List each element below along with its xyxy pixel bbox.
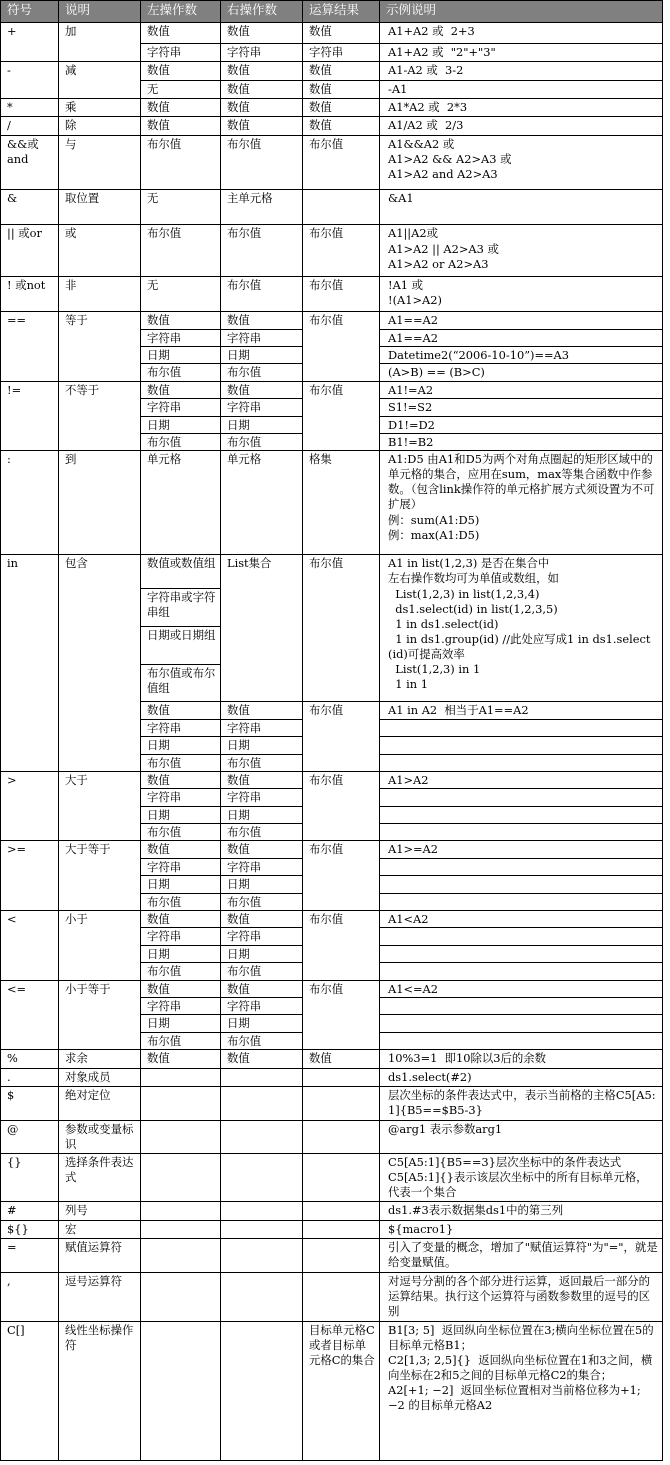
left-operand: 布尔值 [141, 754, 221, 771]
table-row [1, 451, 663, 555]
left-operand: 字符串 [141, 719, 221, 736]
right-operand: 数值 [221, 80, 303, 98]
operator-description: 取位置 [59, 189, 141, 225]
operator-description: 减 [59, 62, 141, 99]
operator-description: 对象成员 [59, 1068, 141, 1086]
table-row [1, 117, 663, 135]
result-type: 字符串 [303, 43, 380, 61]
left-operand: 数值 [141, 117, 221, 135]
example-text [380, 1032, 663, 1049]
right-operand: 日期 [221, 416, 303, 433]
result-type [303, 1220, 380, 1238]
operator-description: 到 [59, 451, 141, 555]
right-operand: 数值 [221, 23, 303, 43]
example-text: ${macro1} [380, 1220, 663, 1238]
table-row [1, 771, 663, 788]
table-row [1, 1202, 663, 1220]
operator-symbol: != [1, 381, 59, 451]
left-operand: 日期 [141, 416, 221, 433]
result-type: 布尔值 [303, 135, 380, 189]
example-text [380, 719, 663, 736]
table-row [1, 911, 663, 928]
result-type [303, 1120, 380, 1154]
left-operand [141, 1220, 221, 1238]
left-operand: 无 [141, 276, 221, 312]
right-operand: 数值 [221, 702, 303, 719]
example-text: A1/A2 或 2/3 [380, 117, 663, 135]
result-type [303, 1068, 380, 1086]
example-text [380, 998, 663, 1015]
right-operand: 字符串 [221, 399, 303, 416]
column-header: 说明 [59, 1, 141, 23]
right-operand: 布尔值 [221, 135, 303, 189]
table-row [1, 312, 663, 329]
operator-symbol: == [1, 312, 59, 382]
result-type: 格集 [303, 451, 380, 555]
example-text: A1<=A2 [380, 980, 663, 997]
left-operand [141, 1120, 221, 1154]
left-operand: 字符串 [141, 43, 221, 61]
example-text [380, 893, 663, 910]
operator-description: 乘 [59, 98, 141, 116]
result-type: 数值 [303, 80, 380, 98]
right-operand: 主单元格 [221, 189, 303, 225]
right-operand: 布尔值 [221, 893, 303, 910]
operator-symbol: / [1, 117, 59, 135]
left-operand: 日期 [141, 1015, 221, 1032]
operator-symbol: & [1, 189, 59, 225]
right-operand [221, 1202, 303, 1220]
operator-symbol: in [1, 555, 59, 771]
operator-description: 包含 [59, 555, 141, 771]
operator-description: 大于等于 [59, 841, 141, 911]
operator-description: 赋值运算符 [59, 1239, 141, 1273]
left-operand: 日期或日期组 [141, 626, 221, 664]
result-type: 布尔值 [303, 381, 380, 451]
left-operand: 字符串 [141, 329, 221, 346]
column-header: 左操作数 [141, 1, 221, 23]
right-operand: 字符串 [221, 789, 303, 806]
left-operand: 数值 [141, 62, 221, 80]
operator-symbol: = [1, 1239, 59, 1273]
example-text: S1!=S2 [380, 399, 663, 416]
operator-description: 大于 [59, 771, 141, 841]
operator-description: 列号 [59, 1202, 141, 1220]
example-text: (A>B) == (B>C) [380, 364, 663, 381]
right-operand [221, 1120, 303, 1154]
result-type: 目标单元格C或者目标单元格C的集合 [303, 1321, 380, 1460]
operator-description: 或 [59, 225, 141, 276]
result-type [303, 189, 380, 225]
right-operand: 单元格 [221, 451, 303, 555]
operator-description: 宏 [59, 1220, 141, 1238]
left-operand [141, 1321, 221, 1460]
operator-description: 参数或变量标识 [59, 1120, 141, 1154]
example-text [380, 806, 663, 823]
left-operand: 布尔值 [141, 893, 221, 910]
table-row [1, 1050, 663, 1068]
example-text: 引入了变量的概念，增加了"赋值运算符"为"="，就是给变量赋值。 [380, 1239, 663, 1273]
example-text: A1*A2 或 2*3 [380, 98, 663, 116]
left-operand: 布尔值 [141, 364, 221, 381]
example-text: C5[A5:1]{B5==3}层次坐标中的条件表达式 C5[A5:1]{}表示该层次坐标中的所有目标单元格，代表一个集合 [380, 1154, 663, 1202]
left-operand: 日期 [141, 945, 221, 962]
result-type: 数值 [303, 62, 380, 80]
operator-description: 绝对定位 [59, 1086, 141, 1120]
example-text: 层次坐标的条件表达式中，表示当前格的主格C5[A5:1]{B5==$B5-3} [380, 1086, 663, 1120]
right-operand: 字符串 [221, 858, 303, 875]
operator-symbol: ${} [1, 1220, 59, 1238]
operator-description: 与 [59, 135, 141, 189]
example-text: A1 in A2 相当于A1==A2 [380, 702, 663, 719]
operator-symbol: , [1, 1272, 59, 1321]
right-operand: 字符串 [221, 998, 303, 1015]
example-text: 对逗号分割的各个部分进行运算，返回最后一部分的运算结果。执行这个运算符与函数参数里的逗号的区别 [380, 1272, 663, 1321]
example-text: @arg1 表示参数arg1 [380, 1120, 663, 1154]
left-operand: 布尔值 [141, 225, 221, 276]
left-operand: 字符串 [141, 399, 221, 416]
right-operand: 日期 [221, 806, 303, 823]
left-operand: 日期 [141, 737, 221, 754]
right-operand: 数值 [221, 1050, 303, 1068]
example-text: A1>A2 [380, 771, 663, 788]
example-text: A1||A2或 A1>A2 || A2>A3 或 A1>A2 or A2>A3 [380, 225, 663, 276]
right-operand: 字符串 [221, 43, 303, 61]
right-operand [221, 1272, 303, 1321]
example-text: A1<A2 [380, 911, 663, 928]
result-type [303, 1202, 380, 1220]
operator-symbol: $ [1, 1086, 59, 1120]
result-type [303, 1239, 380, 1273]
table-row [1, 225, 663, 276]
right-operand: 布尔值 [221, 824, 303, 841]
left-operand: 布尔值 [141, 824, 221, 841]
column-header: 示例说明 [380, 1, 663, 23]
right-operand: 字符串 [221, 928, 303, 945]
operator-symbol: * [1, 98, 59, 116]
left-operand: 数值 [141, 841, 221, 858]
example-text [380, 737, 663, 754]
example-text: A1 in list(1,2,3) 是否在集合中 左右操作数均可为单值或数组，如 List(1,2,3) in list(1,2,3,4) ds1.select(id) in list(1,2,3,5) 1 in ds1.select(id) 1 in ds1.group(id) //此处应写成1 in ds1.select(id)可提高效率 List(1,2,3) in 1 1 in 1 [380, 555, 663, 702]
operator-symbol: <= [1, 980, 59, 1050]
left-operand: 日期 [141, 876, 221, 893]
result-type: 布尔值 [303, 980, 380, 1050]
column-header: 运算结果 [303, 1, 380, 23]
example-text: 10%3=1 即10除以3后的余数 [380, 1050, 663, 1068]
table-row [1, 1272, 663, 1321]
left-operand [141, 1239, 221, 1273]
result-type [303, 1154, 380, 1202]
example-text: !A1 或 !(A1>A2) [380, 276, 663, 312]
right-operand: 数值 [221, 98, 303, 116]
operator-symbol: . [1, 1068, 59, 1086]
table-row [1, 1239, 663, 1273]
example-text: A1:D5 由A1和D5为两个对角点圈起的矩形区域中的单元格的集合，应用在sum，max等集合函数中作参数。（包含link操作符的单元格扩展方式须设置为不可扩展） 例：sum(A1:D5) 例：max(A1:D5) [380, 451, 663, 555]
table-row [1, 381, 663, 398]
left-operand [141, 1202, 221, 1220]
right-operand [221, 1239, 303, 1273]
operator-symbol: : [1, 451, 59, 555]
example-text: A1==A2 [380, 312, 663, 329]
result-type [303, 1272, 380, 1321]
example-text [380, 858, 663, 875]
left-operand: 布尔值或布尔值组 [141, 664, 221, 702]
example-text: A1==A2 [380, 329, 663, 346]
right-operand [221, 1220, 303, 1238]
example-text: A1>=A2 [380, 841, 663, 858]
left-operand: 布尔值 [141, 1032, 221, 1049]
operator-symbol: &&或 and [1, 135, 59, 189]
operator-symbol: {} [1, 1154, 59, 1202]
right-operand: 日期 [221, 347, 303, 364]
right-operand: 数值 [221, 980, 303, 997]
left-operand [141, 1086, 221, 1120]
example-text: B1[3; 5] 返回纵向坐标位置在3;横向坐标位置在5的目标单元格B1； C2[1,3; 2,5]{} 返回纵向坐标位置在1和3之间，横向坐标在2和5之间的目标单元格C2的集合； A2[+1; −2] 返回坐标位置相对当前格位移为+1; −2 的目标单元格A2 [380, 1321, 663, 1460]
right-operand: 数值 [221, 381, 303, 398]
right-operand [221, 1321, 303, 1460]
table-row [1, 1068, 663, 1086]
result-type: 数值 [303, 23, 380, 43]
right-operand: 布尔值 [221, 1032, 303, 1049]
left-operand: 数值 [141, 312, 221, 329]
left-operand [141, 1154, 221, 1202]
left-operand: 无 [141, 80, 221, 98]
left-operand: 日期 [141, 347, 221, 364]
example-text: Datetime2(“2006-10-10”)==A3 [380, 347, 663, 364]
right-operand: 日期 [221, 1015, 303, 1032]
result-type: 布尔值 [303, 702, 380, 772]
table-row [1, 276, 663, 312]
right-operand: 布尔值 [221, 433, 303, 450]
left-operand: 字符串 [141, 858, 221, 875]
left-operand: 布尔值 [141, 433, 221, 450]
example-text: &A1 [380, 189, 663, 225]
table-row [1, 135, 663, 189]
example-text [380, 945, 663, 962]
example-text [380, 928, 663, 945]
operator-description: 选择条件表达式 [59, 1154, 141, 1202]
operator-symbol: # [1, 1202, 59, 1220]
operator-description: 求余 [59, 1050, 141, 1068]
left-operand: 布尔值 [141, 135, 221, 189]
left-operand: 字符串 [141, 998, 221, 1015]
example-text: A1+A2 或 2+3 [380, 23, 663, 43]
example-text [380, 963, 663, 980]
right-operand: 数值 [221, 312, 303, 329]
operator-symbol: - [1, 62, 59, 99]
result-type: 数值 [303, 117, 380, 135]
right-operand: 数值 [221, 911, 303, 928]
column-header: 右操作数 [221, 1, 303, 23]
left-operand: 数值或数值组 [141, 555, 221, 589]
right-operand [221, 1154, 303, 1202]
table-row [1, 555, 663, 589]
left-operand: 数值 [141, 98, 221, 116]
operator-description: 加 [59, 23, 141, 62]
right-operand [221, 1086, 303, 1120]
example-text: B1!=B2 [380, 433, 663, 450]
example-text: A1!=A2 [380, 381, 663, 398]
left-operand: 字符串或字符串组 [141, 589, 221, 627]
right-operand: 日期 [221, 737, 303, 754]
result-type: 数值 [303, 1050, 380, 1068]
example-text: -A1 [380, 80, 663, 98]
operator-symbol: > [1, 771, 59, 841]
left-operand: 数值 [141, 702, 221, 719]
right-operand: 数值 [221, 841, 303, 858]
right-operand: 字符串 [221, 719, 303, 736]
right-operand: 布尔值 [221, 225, 303, 276]
operator-symbol: || 或or [1, 225, 59, 276]
right-operand [221, 1068, 303, 1086]
table-row [1, 189, 663, 225]
right-operand: 字符串 [221, 329, 303, 346]
table-row [1, 23, 663, 43]
operator-description: 逗号运算符 [59, 1272, 141, 1321]
example-text [380, 754, 663, 771]
result-type: 布尔值 [303, 312, 380, 382]
example-text [380, 1015, 663, 1032]
table-row [1, 1120, 663, 1154]
operator-description: 小于 [59, 911, 141, 981]
left-operand: 数值 [141, 980, 221, 997]
result-type: 布尔值 [303, 555, 380, 702]
left-operand: 字符串 [141, 928, 221, 945]
operator-symbol: C[] [1, 1321, 59, 1460]
table-row [1, 1220, 663, 1238]
operator-symbol: @ [1, 1120, 59, 1154]
table-row [1, 841, 663, 858]
result-type: 布尔值 [303, 276, 380, 312]
right-operand: 数值 [221, 62, 303, 80]
left-operand: 数值 [141, 23, 221, 43]
operator-description: 除 [59, 117, 141, 135]
example-text: A1-A2 或 3-2 [380, 62, 663, 80]
left-operand: 数值 [141, 381, 221, 398]
left-operand: 字符串 [141, 789, 221, 806]
right-operand: 布尔值 [221, 754, 303, 771]
table-row [1, 98, 663, 116]
right-operand: 数值 [221, 117, 303, 135]
table-row [1, 1321, 663, 1460]
result-type: 数值 [303, 98, 380, 116]
example-text [380, 876, 663, 893]
left-operand: 单元格 [141, 451, 221, 555]
right-operand: 日期 [221, 876, 303, 893]
left-operand [141, 1272, 221, 1321]
right-operand: 日期 [221, 945, 303, 962]
right-operand: List集合 [221, 555, 303, 702]
right-operand: 布尔值 [221, 963, 303, 980]
column-header: 符号 [1, 1, 59, 23]
example-text: ds1.select(#2) [380, 1068, 663, 1086]
result-type: 布尔值 [303, 771, 380, 841]
left-operand: 数值 [141, 771, 221, 788]
left-operand: 日期 [141, 806, 221, 823]
left-operand: 布尔值 [141, 963, 221, 980]
operator-symbol: >= [1, 841, 59, 911]
left-operand [141, 1068, 221, 1086]
operator-description: 不等于 [59, 381, 141, 451]
operator-symbol: % [1, 1050, 59, 1068]
example-text: A1+A2 或 "2"+"3" [380, 43, 663, 61]
table-row [1, 1086, 663, 1120]
left-operand: 无 [141, 189, 221, 225]
table-row [1, 980, 663, 997]
left-operand: 数值 [141, 1050, 221, 1068]
table-row [1, 1154, 663, 1202]
result-type [303, 1086, 380, 1120]
operator-description: 线性坐标操作符 [59, 1321, 141, 1460]
example-text: D1!=D2 [380, 416, 663, 433]
example-text [380, 824, 663, 841]
example-text: ds1.#3表示数据集ds1中的第三列 [380, 1202, 663, 1220]
result-type: 布尔值 [303, 225, 380, 276]
right-operand: 布尔值 [221, 364, 303, 381]
operator-symbol: ! 或not [1, 276, 59, 312]
operator-description: 等于 [59, 312, 141, 382]
right-operand: 布尔值 [221, 276, 303, 312]
example-text [380, 789, 663, 806]
result-type: 布尔值 [303, 841, 380, 911]
example-text: A1&&A2 或 A1>A2 && A2>A3 或 A1>A2 and A2>A3 [380, 135, 663, 189]
operator-description: 非 [59, 276, 141, 312]
left-operand: 数值 [141, 911, 221, 928]
operator-description: 小于等于 [59, 980, 141, 1050]
table-header-row [1, 1, 663, 23]
right-operand: 数值 [221, 771, 303, 788]
table-row [1, 62, 663, 80]
operator-symbol: < [1, 911, 59, 981]
result-type: 布尔值 [303, 911, 380, 981]
operator-symbol: + [1, 23, 59, 62]
